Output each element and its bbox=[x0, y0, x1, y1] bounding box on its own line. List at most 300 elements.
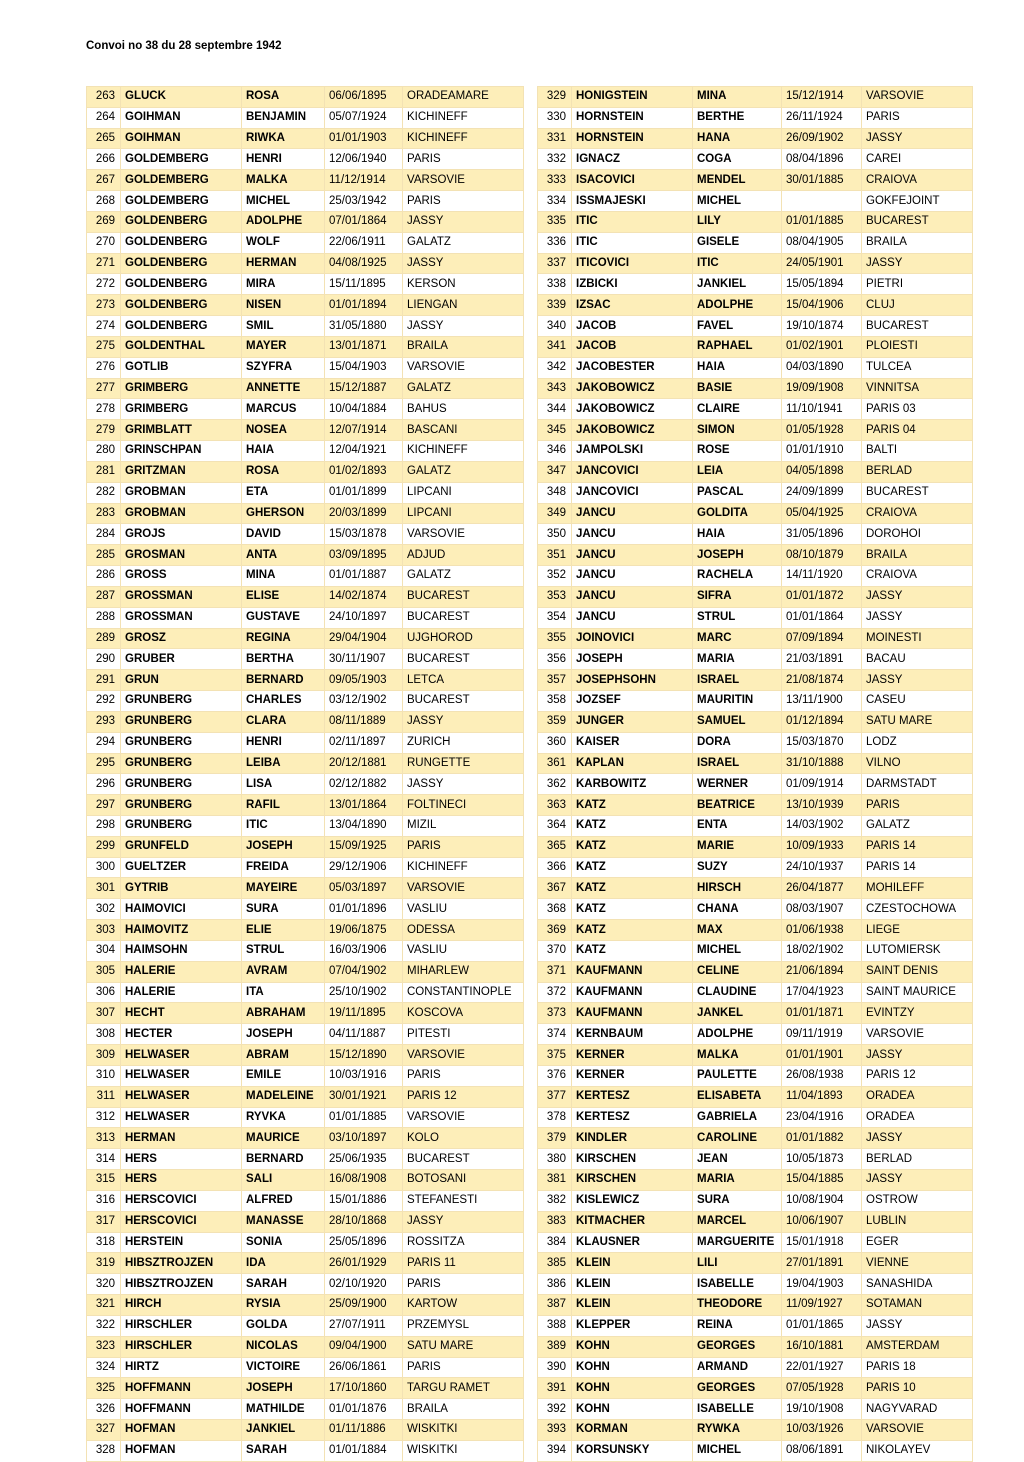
cell-nom: KIRSCHEN bbox=[572, 1149, 693, 1170]
cell-num: 365 bbox=[538, 836, 572, 857]
cell-nom: HELWASER bbox=[121, 1045, 242, 1066]
cell-num: 369 bbox=[538, 920, 572, 941]
cell-num: 306 bbox=[87, 982, 121, 1003]
cell-prenom: BERTHA bbox=[242, 649, 325, 670]
table-row bbox=[538, 232, 973, 253]
table-row bbox=[538, 1065, 973, 1086]
cell-num: 269 bbox=[87, 211, 121, 232]
table-row bbox=[538, 795, 973, 816]
cell-lieu: CRAIOVA bbox=[862, 170, 973, 191]
cell-nom: HOFMAN bbox=[121, 1420, 242, 1441]
cell-nom: GOLDEMBERG bbox=[121, 170, 242, 191]
cell-prenom: ITA bbox=[242, 982, 325, 1003]
cell-prenom: NICOLAS bbox=[242, 1336, 325, 1357]
table-row bbox=[538, 1211, 973, 1232]
cell-num: 382 bbox=[538, 1190, 572, 1211]
cell-nom: JACOB bbox=[572, 336, 693, 357]
cell-num: 392 bbox=[538, 1399, 572, 1420]
cell-prenom: MICHEL bbox=[693, 1440, 782, 1461]
table-row bbox=[538, 1024, 973, 1045]
table-row bbox=[538, 940, 973, 961]
cell-date: 08/11/1889 bbox=[325, 711, 403, 732]
cell-num: 263 bbox=[87, 87, 121, 108]
cell-nom: HORNSTEIN bbox=[572, 128, 693, 149]
table-row bbox=[538, 1274, 973, 1295]
cell-date: 19/10/1874 bbox=[782, 316, 862, 337]
table-row bbox=[538, 566, 973, 587]
table-row bbox=[87, 441, 524, 462]
cell-prenom: HENRI bbox=[242, 149, 325, 170]
cell-lieu: BRAILA bbox=[403, 1399, 524, 1420]
cell-lieu: JASSY bbox=[862, 128, 973, 149]
cell-lieu: PIETRI bbox=[862, 274, 973, 295]
cell-nom: KINDLER bbox=[572, 1128, 693, 1149]
cell-lieu: ROSSITZA bbox=[403, 1232, 524, 1253]
cell-nom: GRUNBERG bbox=[121, 795, 242, 816]
cell-prenom: SUZY bbox=[693, 857, 782, 878]
cell-prenom: ANTA bbox=[242, 545, 325, 566]
cell-lieu: EGER bbox=[862, 1232, 973, 1253]
cell-nom: JANCU bbox=[572, 545, 693, 566]
table-row bbox=[87, 1232, 524, 1253]
cell-prenom: EMILE bbox=[242, 1065, 325, 1086]
table-row bbox=[87, 295, 524, 316]
cell-lieu: KICHINEFF bbox=[403, 107, 524, 128]
cell-num: 288 bbox=[87, 607, 121, 628]
cell-lieu: LETCA bbox=[403, 670, 524, 691]
cell-num: 297 bbox=[87, 795, 121, 816]
table-row bbox=[538, 586, 973, 607]
cell-nom: KOHN bbox=[572, 1357, 693, 1378]
table-row bbox=[87, 1399, 524, 1420]
cell-nom: HOFMAN bbox=[121, 1440, 242, 1461]
cell-nom: GROBMAN bbox=[121, 503, 242, 524]
cell-date: 01/01/1885 bbox=[782, 211, 862, 232]
table-row bbox=[87, 836, 524, 857]
cell-lieu: BRAILA bbox=[862, 545, 973, 566]
cell-date: 14/11/1920 bbox=[782, 566, 862, 587]
cell-nom: GRIMBERG bbox=[121, 378, 242, 399]
cell-prenom: HENRI bbox=[242, 732, 325, 753]
cell-prenom: DORA bbox=[693, 732, 782, 753]
cell-lieu: ORADEAMARE bbox=[403, 87, 524, 108]
cell-prenom: LILY bbox=[693, 211, 782, 232]
cell-date: 03/12/1902 bbox=[325, 691, 403, 712]
table-row bbox=[538, 670, 973, 691]
table-row bbox=[538, 711, 973, 732]
cell-date: 07/05/1928 bbox=[782, 1378, 862, 1399]
cell-date: 01/01/1896 bbox=[325, 899, 403, 920]
cell-prenom: HAIA bbox=[693, 357, 782, 378]
table-row bbox=[538, 191, 973, 212]
cell-nom: JAKOBOWICZ bbox=[572, 378, 693, 399]
cell-nom: KATZ bbox=[572, 899, 693, 920]
cell-lieu: PARIS 10 bbox=[862, 1378, 973, 1399]
cell-date: 10/03/1926 bbox=[782, 1420, 862, 1441]
cell-prenom: MARIE bbox=[693, 836, 782, 857]
cell-nom: JAMPOLSKI bbox=[572, 441, 693, 462]
cell-lieu: SAINT DENIS bbox=[862, 961, 973, 982]
cell-lieu: MIZIL bbox=[403, 815, 524, 836]
cell-num: 359 bbox=[538, 711, 572, 732]
cell-prenom: MARIA bbox=[693, 649, 782, 670]
cell-date: 13/01/1864 bbox=[325, 795, 403, 816]
cell-num: 287 bbox=[87, 586, 121, 607]
cell-prenom: STRUL bbox=[242, 940, 325, 961]
cell-num: 281 bbox=[87, 461, 121, 482]
cell-lieu: JASSY bbox=[862, 607, 973, 628]
cell-lieu: BALTI bbox=[862, 441, 973, 462]
cell-prenom: BASIE bbox=[693, 378, 782, 399]
cell-num: 292 bbox=[87, 691, 121, 712]
cell-prenom: MARGUERITE bbox=[693, 1232, 782, 1253]
cell-num: 388 bbox=[538, 1315, 572, 1336]
cell-prenom: ISABELLE bbox=[693, 1274, 782, 1295]
cell-date: 14/03/1902 bbox=[782, 815, 862, 836]
table-row bbox=[87, 1045, 524, 1066]
cell-date: 09/05/1903 bbox=[325, 670, 403, 691]
cell-date: 15/05/1894 bbox=[782, 274, 862, 295]
table-row bbox=[87, 732, 524, 753]
cell-lieu: PRZEMYSL bbox=[403, 1315, 524, 1336]
cell-prenom: GHERSON bbox=[242, 503, 325, 524]
cell-num: 354 bbox=[538, 607, 572, 628]
cell-prenom: RYSIA bbox=[242, 1295, 325, 1316]
cell-prenom: SURA bbox=[693, 1190, 782, 1211]
cell-num: 339 bbox=[538, 295, 572, 316]
cell-prenom: MICHEL bbox=[693, 940, 782, 961]
cell-nom: GOLDENBERG bbox=[121, 211, 242, 232]
cell-nom: GRUNBERG bbox=[121, 774, 242, 795]
cell-nom: JOSEPHSOHN bbox=[572, 670, 693, 691]
cell-lieu: VIENNE bbox=[862, 1253, 973, 1274]
table-row bbox=[538, 399, 973, 420]
cell-prenom: MALKA bbox=[242, 170, 325, 191]
cell-prenom: MENDEL bbox=[693, 170, 782, 191]
cell-prenom: GOLDITA bbox=[693, 503, 782, 524]
cell-prenom: CELINE bbox=[693, 961, 782, 982]
cell-num: 377 bbox=[538, 1086, 572, 1107]
cell-date: 01/06/1938 bbox=[782, 920, 862, 941]
cell-lieu: SANASHIDA bbox=[862, 1274, 973, 1295]
table-row bbox=[538, 815, 973, 836]
cell-nom: JOZSEF bbox=[572, 691, 693, 712]
table-row bbox=[87, 1086, 524, 1107]
cell-lieu: BERLAD bbox=[862, 1149, 973, 1170]
table-row bbox=[538, 1003, 973, 1024]
cell-date: 16/10/1881 bbox=[782, 1336, 862, 1357]
cell-num: 386 bbox=[538, 1274, 572, 1295]
cell-lieu: VILNO bbox=[862, 753, 973, 774]
table-row bbox=[87, 711, 524, 732]
cell-prenom: RYWKA bbox=[693, 1420, 782, 1441]
cell-num: 289 bbox=[87, 628, 121, 649]
cell-prenom: PAULETTE bbox=[693, 1065, 782, 1086]
table-row bbox=[87, 1295, 524, 1316]
table-row bbox=[87, 1253, 524, 1274]
table-row bbox=[538, 170, 973, 191]
cell-num: 341 bbox=[538, 336, 572, 357]
cell-lieu: BERLAD bbox=[862, 461, 973, 482]
cell-lieu: CAREI bbox=[862, 149, 973, 170]
table-row bbox=[538, 274, 973, 295]
cell-nom: GOLDENBERG bbox=[121, 232, 242, 253]
table-row bbox=[87, 920, 524, 941]
cell-nom: JAKOBOWICZ bbox=[572, 399, 693, 420]
table-row bbox=[87, 1003, 524, 1024]
cell-nom: GRUNBERG bbox=[121, 753, 242, 774]
table-row bbox=[538, 1086, 973, 1107]
cell-nom: HERSCOVICI bbox=[121, 1211, 242, 1232]
cell-date: 15/12/1914 bbox=[782, 87, 862, 108]
cell-nom: GOLDENBERG bbox=[121, 316, 242, 337]
cell-prenom: ELISE bbox=[242, 586, 325, 607]
table-row bbox=[87, 524, 524, 545]
cell-nom: HIRCH bbox=[121, 1295, 242, 1316]
cell-date: 14/02/1874 bbox=[325, 586, 403, 607]
cell-lieu: PARIS 03 bbox=[862, 399, 973, 420]
cell-date: 02/10/1920 bbox=[325, 1274, 403, 1295]
cell-num: 353 bbox=[538, 586, 572, 607]
cell-lieu: LIEGE bbox=[862, 920, 973, 941]
cell-prenom: CLAUDINE bbox=[693, 982, 782, 1003]
cell-nom: HALERIE bbox=[121, 982, 242, 1003]
cell-nom: HALERIE bbox=[121, 961, 242, 982]
cell-date: 01/02/1901 bbox=[782, 336, 862, 357]
cell-num: 282 bbox=[87, 482, 121, 503]
cell-prenom: SIFRA bbox=[693, 586, 782, 607]
cell-num: 327 bbox=[87, 1420, 121, 1441]
cell-num: 305 bbox=[87, 961, 121, 982]
cell-prenom: JANKEL bbox=[693, 1003, 782, 1024]
cell-num: 349 bbox=[538, 503, 572, 524]
table-row bbox=[538, 336, 973, 357]
cell-lieu: DARMSTADT bbox=[862, 774, 973, 795]
cell-nom: ISACOVICI bbox=[572, 170, 693, 191]
cell-lieu: JASSY bbox=[862, 1045, 973, 1066]
cell-nom: GROSMAN bbox=[121, 545, 242, 566]
cell-lieu: BAHUS bbox=[403, 399, 524, 420]
cell-date: 02/12/1882 bbox=[325, 774, 403, 795]
cell-num: 380 bbox=[538, 1149, 572, 1170]
cell-nom: KLAUSNER bbox=[572, 1232, 693, 1253]
cell-prenom: ROSE bbox=[693, 441, 782, 462]
cell-lieu: GALATZ bbox=[403, 232, 524, 253]
cell-lieu: GALATZ bbox=[403, 378, 524, 399]
cell-date: 26/01/1929 bbox=[325, 1253, 403, 1274]
cell-nom: JANCU bbox=[572, 586, 693, 607]
cell-nom: KLEIN bbox=[572, 1253, 693, 1274]
cell-num: 328 bbox=[87, 1440, 121, 1461]
page-title: Convoi no 38 du 28 septembre 1942 bbox=[86, 40, 282, 52]
cell-num: 348 bbox=[538, 482, 572, 503]
cell-prenom: CAROLINE bbox=[693, 1128, 782, 1149]
cell-nom: KATZ bbox=[572, 920, 693, 941]
cell-nom: GROSS bbox=[121, 566, 242, 587]
cell-lieu: VARSOVIE bbox=[403, 357, 524, 378]
cell-nom: ITIC bbox=[572, 211, 693, 232]
cell-prenom: LISA bbox=[242, 774, 325, 795]
cell-nom: HAIMOVICI bbox=[121, 899, 242, 920]
cell-date: 09/04/1900 bbox=[325, 1336, 403, 1357]
table-row bbox=[538, 753, 973, 774]
cell-prenom: LEIA bbox=[693, 461, 782, 482]
cell-lieu: ADJUD bbox=[403, 545, 524, 566]
cell-nom: GOLDEMBERG bbox=[121, 149, 242, 170]
table-row bbox=[538, 1336, 973, 1357]
cell-nom: GRIMBERG bbox=[121, 399, 242, 420]
cell-date: 15/12/1890 bbox=[325, 1045, 403, 1066]
cell-prenom: VICTOIRE bbox=[242, 1357, 325, 1378]
cell-date: 26/08/1938 bbox=[782, 1065, 862, 1086]
cell-prenom: LILI bbox=[693, 1253, 782, 1274]
cell-num: 312 bbox=[87, 1107, 121, 1128]
cell-num: 347 bbox=[538, 461, 572, 482]
cell-lieu: PARIS 12 bbox=[862, 1065, 973, 1086]
cell-lieu: JASSY bbox=[403, 316, 524, 337]
cell-date: 01/01/1865 bbox=[782, 1315, 862, 1336]
cell-nom: KAUFMANN bbox=[572, 1003, 693, 1024]
cell-nom: HIRSCHLER bbox=[121, 1315, 242, 1336]
cell-prenom: ABRAHAM bbox=[242, 1003, 325, 1024]
cell-date: 25/05/1896 bbox=[325, 1232, 403, 1253]
cell-nom: HIBSZTROJZEN bbox=[121, 1253, 242, 1274]
cell-date: 11/04/1893 bbox=[782, 1086, 862, 1107]
cell-nom: GOLDENTHAL bbox=[121, 336, 242, 357]
cell-date: 15/01/1918 bbox=[782, 1232, 862, 1253]
cell-lieu: LODZ bbox=[862, 732, 973, 753]
cell-prenom: MAYER bbox=[242, 336, 325, 357]
cell-prenom: ISRAEL bbox=[693, 753, 782, 774]
cell-lieu: JASSY bbox=[403, 711, 524, 732]
cell-num: 294 bbox=[87, 732, 121, 753]
cell-nom: GRINSCHPAN bbox=[121, 441, 242, 462]
cell-nom: KAISER bbox=[572, 732, 693, 753]
cell-num: 298 bbox=[87, 815, 121, 836]
cell-lieu: VARSOVIE bbox=[403, 1045, 524, 1066]
cell-date: 10/09/1933 bbox=[782, 836, 862, 857]
table-row bbox=[538, 1378, 973, 1399]
cell-nom: KARBOWITZ bbox=[572, 774, 693, 795]
table-row bbox=[87, 857, 524, 878]
cell-prenom: MAURICE bbox=[242, 1128, 325, 1149]
cell-lieu: STEFANESTI bbox=[403, 1190, 524, 1211]
cell-nom: KERNER bbox=[572, 1065, 693, 1086]
cell-lieu: JASSY bbox=[862, 1128, 973, 1149]
cell-date: 24/05/1901 bbox=[782, 253, 862, 274]
cell-date: 11/12/1914 bbox=[325, 170, 403, 191]
cell-num: 313 bbox=[87, 1128, 121, 1149]
cell-nom: GROSZ bbox=[121, 628, 242, 649]
cell-prenom: COGA bbox=[693, 149, 782, 170]
cell-date: 24/10/1937 bbox=[782, 857, 862, 878]
cell-lieu: BUCAREST bbox=[403, 607, 524, 628]
cell-lieu: PARIS 14 bbox=[862, 836, 973, 857]
cell-date: 29/12/1906 bbox=[325, 857, 403, 878]
cell-nom: KORSUNSKY bbox=[572, 1440, 693, 1461]
cell-nom: GOIHMAN bbox=[121, 128, 242, 149]
table-row bbox=[87, 1336, 524, 1357]
cell-lieu: PARIS bbox=[403, 191, 524, 212]
cell-num: 383 bbox=[538, 1211, 572, 1232]
cell-nom: HERSCOVICI bbox=[121, 1190, 242, 1211]
cell-lieu: JASSY bbox=[862, 586, 973, 607]
cell-date: 01/01/1864 bbox=[782, 607, 862, 628]
cell-num: 379 bbox=[538, 1128, 572, 1149]
cell-prenom: HAIA bbox=[693, 524, 782, 545]
cell-nom: KOHN bbox=[572, 1399, 693, 1420]
table-row bbox=[87, 253, 524, 274]
cell-prenom: PASCAL bbox=[693, 482, 782, 503]
cell-num: 325 bbox=[87, 1378, 121, 1399]
table-row bbox=[87, 378, 524, 399]
cell-date: 07/09/1894 bbox=[782, 628, 862, 649]
table-row bbox=[87, 1107, 524, 1128]
cell-date: 04/08/1925 bbox=[325, 253, 403, 274]
cell-prenom: SARAH bbox=[242, 1274, 325, 1295]
cell-date: 08/06/1891 bbox=[782, 1440, 862, 1461]
cell-date: 01/01/1876 bbox=[325, 1399, 403, 1420]
cell-date: 12/06/1940 bbox=[325, 149, 403, 170]
cell-prenom: GEORGES bbox=[693, 1378, 782, 1399]
cell-lieu: KOSCOVA bbox=[403, 1003, 524, 1024]
cell-lieu: VARSOVIE bbox=[403, 1107, 524, 1128]
cell-num: 307 bbox=[87, 1003, 121, 1024]
cell-prenom: ARMAND bbox=[693, 1357, 782, 1378]
cell-nom: HERMAN bbox=[121, 1128, 242, 1149]
cell-date: 15/11/1895 bbox=[325, 274, 403, 295]
table-row bbox=[87, 399, 524, 420]
cell-lieu: VARSOVIE bbox=[403, 524, 524, 545]
cell-nom: KERNBAUM bbox=[572, 1024, 693, 1045]
cell-num: 300 bbox=[87, 857, 121, 878]
table-row bbox=[538, 357, 973, 378]
cell-date: 01/09/1914 bbox=[782, 774, 862, 795]
cell-num: 279 bbox=[87, 420, 121, 441]
cell-date: 02/11/1897 bbox=[325, 732, 403, 753]
cell-date: 16/08/1908 bbox=[325, 1170, 403, 1191]
cell-lieu: PARIS 14 bbox=[862, 857, 973, 878]
cell-lieu: PARIS 12 bbox=[403, 1086, 524, 1107]
cell-nom: GYTRIB bbox=[121, 878, 242, 899]
cell-date: 15/03/1878 bbox=[325, 524, 403, 545]
table-row bbox=[538, 857, 973, 878]
cell-num: 375 bbox=[538, 1045, 572, 1066]
cell-date: 13/04/1890 bbox=[325, 815, 403, 836]
table-row bbox=[538, 420, 973, 441]
cell-nom: JANCU bbox=[572, 607, 693, 628]
cell-lieu: DOROHOI bbox=[862, 524, 973, 545]
table-row bbox=[87, 482, 524, 503]
cell-lieu: BOTOSANI bbox=[403, 1170, 524, 1191]
cell-lieu: TULCEA bbox=[862, 357, 973, 378]
table-row bbox=[538, 628, 973, 649]
cell-num: 268 bbox=[87, 191, 121, 212]
cell-num: 274 bbox=[87, 316, 121, 337]
cell-num: 278 bbox=[87, 399, 121, 420]
cell-prenom: AVRAM bbox=[242, 961, 325, 982]
cell-nom: KOHN bbox=[572, 1378, 693, 1399]
cell-date: 21/08/1874 bbox=[782, 670, 862, 691]
cell-num: 340 bbox=[538, 316, 572, 337]
cell-num: 390 bbox=[538, 1357, 572, 1378]
cell-nom: GOLDENBERG bbox=[121, 295, 242, 316]
cell-lieu: JASSY bbox=[862, 1315, 973, 1336]
table-row bbox=[538, 441, 973, 462]
cell-lieu: MOHILEFF bbox=[862, 878, 973, 899]
table-row bbox=[87, 628, 524, 649]
cell-date: 01/01/1899 bbox=[325, 482, 403, 503]
